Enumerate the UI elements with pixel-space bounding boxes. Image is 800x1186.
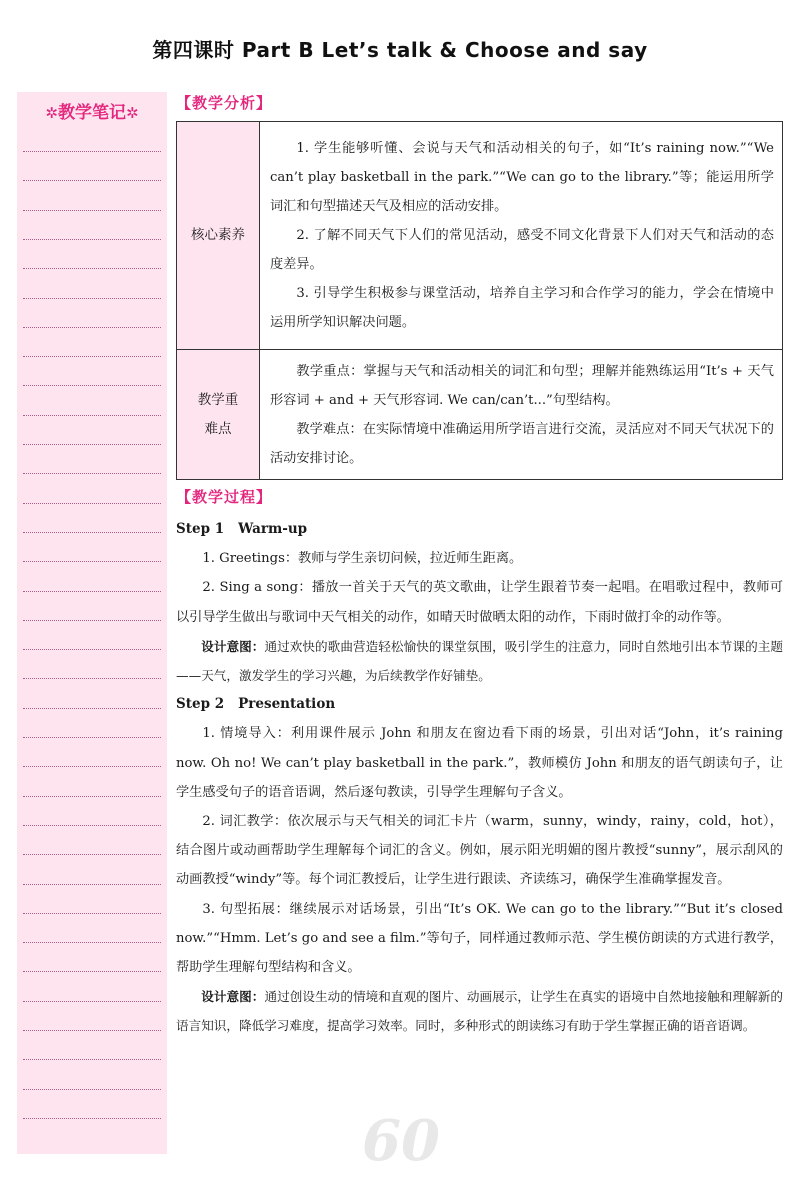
- note-line: [23, 971, 161, 972]
- note-line: [23, 591, 161, 592]
- step-number: Step 1: [176, 521, 225, 537]
- page-number: 60: [362, 1108, 440, 1174]
- note-line: [23, 444, 161, 445]
- design-intent: [176, 632, 783, 690]
- table-row: [177, 122, 783, 350]
- note-line: [23, 649, 161, 650]
- step-name: Warm-up: [238, 521, 308, 537]
- step-item: 1. 情境导入：利用课件展示 John 和朋友在窗边看下雨的场景，引出对话“John，it’s raining now. Oh no! We can’t play basketball in the park.”，教师模仿 John 和朋友的语气朗读句子，让学生感受句子的语音语调，然后逐句教读，引导学生理解句子含义。: [176, 726, 783, 800]
- note-line: [23, 298, 161, 299]
- paragraph: 3. 引导学生积极参与课堂活动，培养自主学习和合作学习的能力，学会在情境中运用所学知识解决问题。: [270, 286, 774, 330]
- note-line: [23, 415, 161, 416]
- note-line: [23, 942, 161, 943]
- notes-title-text: 教学笔记: [58, 103, 126, 123]
- step-item: 2. Sing a song：播放一首关于天气的英文歌曲，让学生跟着节奏一起唱。在唱歌过程中，教师可以引导学生做出与歌词中天气相关的动作，如晴天时做晒太阳的动作，下雨时做打伞的动作等。: [176, 580, 783, 625]
- note-line: [23, 1089, 161, 1090]
- note-line: [23, 1030, 161, 1031]
- note-line: [23, 385, 161, 386]
- step-heading: [176, 515, 783, 544]
- step-name: Presentation: [238, 696, 336, 713]
- analysis-table: [176, 121, 783, 480]
- star-icon: ✲: [45, 104, 58, 122]
- note-line: [23, 268, 161, 269]
- paragraph: 教学难点：在实际情境中准确运用所学语言进行交流，灵活应对不同天气状况下的活动安排讨论。: [270, 421, 774, 466]
- paragraph: 1. 学生能够听懂、会说与天气和活动相关的句子，如“It’s raining now.”“We can’t play basketball in the park.”“We can go to the library.”等；能运用所学词汇和句型描述天气及相应的活动安排。: [270, 141, 774, 214]
- paragraph: 2. 了解不同天气下人们的常见活动，感受不同文化背景下人们对天气和活动的态度差异。: [270, 228, 774, 272]
- teaching-process: [176, 515, 783, 1041]
- step-item: 2. 词汇教学：依次展示与天气相关的词汇卡片（warm，sunny，windy，rainy，cold，hot），结合图片或动画帮助学生理解每个词汇的含义。例如，展示阳光明媚的图片教授“sunny”，展示刮风的动画教授“windy”等。每个词汇教授后，让学生进行跟读、齐读练习，确保学生准确掌握发音。: [176, 814, 783, 888]
- note-line: [23, 151, 161, 152]
- step-heading: [176, 690, 783, 719]
- note-line: [23, 1118, 161, 1119]
- row-content-core-literacy: [260, 122, 783, 350]
- step-item: 3. 句型拓展：继续展示对话场景，引出“It’s OK. We can go to the library.”“But it’s closed now.”“Hmm. Let’s go and see a film.”等句子，同样通过教师示范、学生模仿朗读的方式进行教学，帮助学生理解句型结构和含义。: [176, 901, 783, 976]
- note-line: [23, 210, 161, 211]
- label-line: 教学重: [197, 391, 239, 408]
- note-line: [23, 473, 161, 474]
- page-title: 第四课时 Part B Let’s talk & Choose and say: [152, 38, 648, 62]
- note-line: [23, 854, 161, 855]
- star-icon: ✲: [126, 104, 139, 122]
- note-line: [23, 561, 161, 562]
- design-intent-text: 通过欢快的歌曲营造轻松愉快的课堂氛围，吸引学生的注意力，同时自然地引出本节课的主题——天气，激发学生的学习兴趣，为后续教学作好铺垫。: [176, 638, 784, 684]
- design-intent: [176, 982, 783, 1040]
- note-line: [23, 356, 161, 357]
- note-line: [23, 532, 161, 533]
- row-label-key-points: [177, 350, 260, 480]
- section-tag-analysis: 【教学分析】: [176, 94, 273, 112]
- note-line: [23, 239, 161, 240]
- note-line: [23, 1001, 161, 1002]
- note-line: [23, 796, 161, 797]
- note-line: [23, 620, 161, 621]
- note-line: [23, 884, 161, 885]
- note-line: [23, 825, 161, 826]
- notes-title: [17, 98, 167, 123]
- table-row: [177, 350, 783, 480]
- design-intent-label: 设计意图：: [201, 638, 265, 654]
- design-intent-text: 通过创设生动的情境和直观的图片、动画展示，让学生在真实的语境中自然地接触和理解新的语言知识，降低学习难度，提高学习效率。同时，多种形式的朗读练习有助于学生掌握正确的语音语调。: [176, 989, 784, 1034]
- row-content-key-points: [260, 350, 783, 480]
- step-number: Step 2: [176, 696, 225, 713]
- note-line: [23, 766, 161, 767]
- note-line: [23, 327, 161, 328]
- paragraph: 教学重点：掌握与天气和活动相关的词汇和句型；理解并能熟练运用“It’s + 天气形容词 + and + 天气形容词. We can/can’t...”句型结构。: [270, 363, 774, 408]
- design-intent-label: 设计意图：: [201, 989, 265, 1005]
- row-label-core-literacy: 核心素养: [177, 122, 260, 350]
- note-line: [23, 678, 161, 679]
- note-line: [23, 503, 161, 504]
- teaching-notes-column: [17, 92, 167, 1154]
- step-item: 1. Greetings：教师与学生亲切问候，拉近师生距离。: [202, 551, 523, 567]
- section-tag-process: 【教学过程】: [176, 488, 273, 506]
- note-line: [23, 737, 161, 738]
- label-line: 难点: [204, 420, 232, 437]
- note-line: [23, 1059, 161, 1060]
- note-line: [23, 913, 161, 914]
- note-line: [23, 708, 161, 709]
- note-line: [23, 180, 161, 181]
